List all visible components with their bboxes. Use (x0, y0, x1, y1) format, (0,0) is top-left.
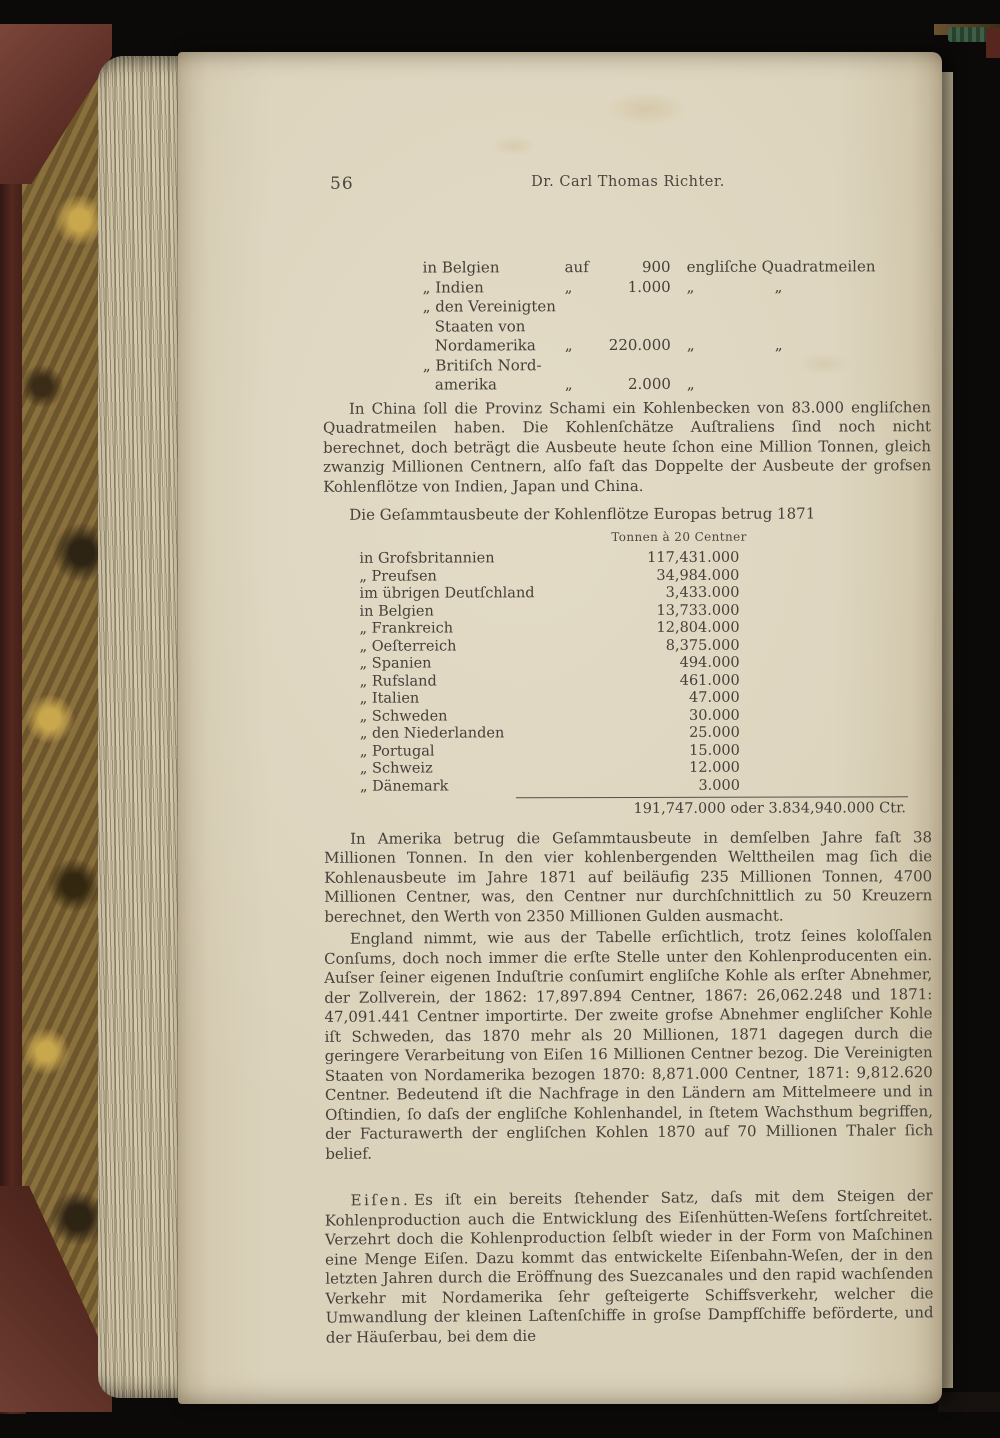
row-mid: „ (564, 375, 573, 394)
europe-table-title: Die Geſammtausbeute der Kohlenflötze Europas betrug 1871 (349, 504, 816, 524)
table-row (423, 257, 931, 278)
table-row (423, 316, 931, 337)
page-number: 56 (330, 174, 354, 194)
page-stain (591, 86, 701, 132)
europe-output-table (359, 549, 740, 795)
row-value: 220.000 (608, 335, 671, 355)
table-row (359, 566, 739, 584)
row-label: „ den Vereinigten (422, 297, 556, 316)
row-mid: „ (564, 336, 573, 355)
row-label: „ Schweden (359, 707, 448, 725)
row-label: in Belgien (359, 603, 434, 620)
row-value: 12,804.000 (656, 619, 740, 636)
book-page (178, 52, 942, 1404)
page-stain (484, 133, 544, 159)
row-value: 461.000 (679, 672, 740, 689)
row-label: „ Spanien (359, 655, 432, 672)
row-label: „ Rufsland (359, 673, 437, 690)
row-label: im übrigen Deutſchland (359, 585, 535, 602)
table-row (360, 776, 740, 794)
row-value: 12.000 (689, 759, 740, 776)
table-row (360, 759, 740, 777)
row-value: 15.000 (689, 742, 740, 759)
eisen-body-text: Es iſt ein bereits ſtehender Satz, daſs mit dem Steigen der Kohlenproduction auch die Entwicklung des Eiſenhütten-Weſens fortſchreitet. Verzehrt doch die Kohlenproduction ſelbſt wieder in der Form von Maſchinen eine Menge Eiſen. Dazu kommt das entwickelte Eiſenbahn-Weſen, der in den letzten Jahren durch die Eröffnung des Suezcanales und den rapid wachſenden Verkehr mit Nordamerika ſehr geſteigerte Schiffsverkehr, welcher die Umwandlung der kleinen Laſtenſchiffe in groſse Dampfſchiffe beförderte, und der Häuſerbau, bei dem die (324, 1186, 934, 1347)
shadow-corner-bottom-right (938, 1392, 1000, 1412)
row-value: 25.000 (689, 724, 740, 741)
table-row (423, 277, 931, 298)
row-label: in Belgien (422, 258, 500, 277)
row-value: 30.000 (689, 707, 740, 724)
table-row (359, 549, 739, 567)
headband (948, 27, 990, 42)
row-label: „ Preufsen (359, 567, 437, 585)
table-total: 191,747.000 oder 3.834,940.000 Ctr. (633, 800, 907, 817)
row-value: 117,431.000 (647, 549, 740, 566)
paragraph-eisen (325, 1186, 934, 1347)
row-label: „ Indien (422, 277, 484, 297)
row-unit: „ (686, 335, 695, 354)
table-row (423, 296, 931, 317)
row-mid: auf (564, 258, 589, 277)
table-row (359, 601, 739, 619)
row-label: Nordamerika (434, 336, 536, 355)
table-row (423, 335, 931, 356)
row-label: „ Italien (359, 690, 420, 707)
row-label: amerika (434, 375, 497, 394)
row-label: „ Britiſch Nord- (422, 355, 542, 375)
running-head: Dr. Carl Thomas Richter. (531, 174, 725, 190)
row-value: 494.000 (679, 654, 740, 671)
row-label: „ Dänemark (359, 777, 449, 795)
table-row (360, 636, 740, 654)
page-header (324, 174, 932, 194)
fanned-page-edges (98, 56, 186, 1398)
table-row (360, 671, 740, 689)
row-unit: „ (774, 335, 783, 354)
row-label: „ Oeſterreich (359, 637, 457, 655)
paragraph-china: In China ſoll die Provinz Schami ein Kohlenbecken von 83.000 engliſchen Quadratmeilen haben. Die Kohlenſchätze Auſtraliens ſind noch nicht berechnet, doch beträgt die Ausbeute heute ſchon eine Million Tonnen, gleich zwanzig Millionen Centnern, alſo faſt das Doppelte der Ausbeute der grofsen Kohlenflötze von Indien, Japan und China. (322, 397, 932, 496)
table-row (360, 724, 740, 742)
paragraph-amerika: In Amerika betrug die Geſammtausbeute in demſelben Jahre faſt 38 Millionen Tonnen. In den vier kohlenbergenden Welttheilen mag ſich die Kohlenausbeute im Jahre 1871 auf beiläufig 235 Millionen Tonnen, 4700 Millionen Centner, was, den Centner nur durchſchnittlich zu 50 Kreuzern berechnet, den Werth von 2350 Millionen Gulden ausmacht. (324, 827, 933, 926)
row-label: „ Portugal (359, 743, 435, 760)
eisen-lead-word: Eiſen. (350, 1190, 411, 1210)
table-row (360, 741, 740, 759)
table-row (360, 706, 740, 724)
row-label: „ Frankreich (359, 620, 454, 637)
row-value: 47.000 (688, 689, 740, 706)
row-label: „ den Niederlanden (359, 725, 505, 742)
row-unit: „ (686, 277, 695, 296)
row-label: „ Schweiz (359, 760, 433, 777)
row-unit: „ (686, 374, 695, 393)
row-value: 3,433.000 (665, 584, 740, 601)
table-row (423, 355, 931, 376)
opposite-page-edge (942, 72, 953, 1388)
paragraph-england: England nimmt, wie aus der Tabelle erſichtlich, trotz ſeines koloſſalen Conſums, doch noch immer die erſte Stelle unter den Kohlenproducenten ein. Auſser ſeiner eigenen Induſtrie conſumirt engliſche Kohle als erſter Abnehmer, der Zollverein, der 1862: 17,897.894 Centner, 1867: 26,062.248 und 1871: 47,091.441 Centner importirte. Der zweite grofse Abnehmer engliſcher Kohle iſt Schweden, das 1870 mehr als 20 Millionen, 1871 dagegen durch die geringere Verarbeitung von Eiſen 16 Millionen Centner bezog. Die Vereinigten Staaten von Nordamerika bezogen 1870: 8,871.000 Centner, 1871: 9,812.620 Centner. Bedeutend iſt die Nachfrage in den Ländern am Mittelmeere und in Oſtindien, ſo daſs der engliſche Kohlenhandel, in ſtetem Wachsthum begriffen, der Facturawerth der engliſchen Kohlen 1870 auf 70 Millionen Thaler ſich belief. (324, 926, 934, 1163)
text-block (323, 257, 934, 1346)
row-mid: „ (564, 277, 573, 296)
table-row (360, 689, 740, 707)
row-value: 2.000 (627, 374, 671, 393)
coal-area-table (423, 257, 931, 395)
table-row (360, 654, 740, 672)
row-label: Staaten von (434, 316, 526, 336)
table-total-rule (516, 796, 908, 798)
table-row (423, 374, 931, 395)
row-value: 13,733.000 (656, 602, 740, 619)
row-unit: „ (774, 277, 783, 296)
row-value: 34,984.000 (656, 567, 740, 584)
row-unit: engliſche Quadratmeilen (686, 257, 876, 276)
row-value: 900 (641, 257, 671, 276)
row-value: 1.000 (627, 277, 671, 296)
row-value: 8,375.000 (665, 637, 740, 654)
back-cover-sliver (986, 28, 1000, 58)
europe-table-column-header: Tonnen à 20 Centner (611, 529, 747, 544)
row-label: in Grofsbritannien (359, 550, 495, 567)
table-row (360, 619, 740, 637)
row-value: 3.000 (698, 777, 740, 794)
table-row (359, 584, 739, 602)
